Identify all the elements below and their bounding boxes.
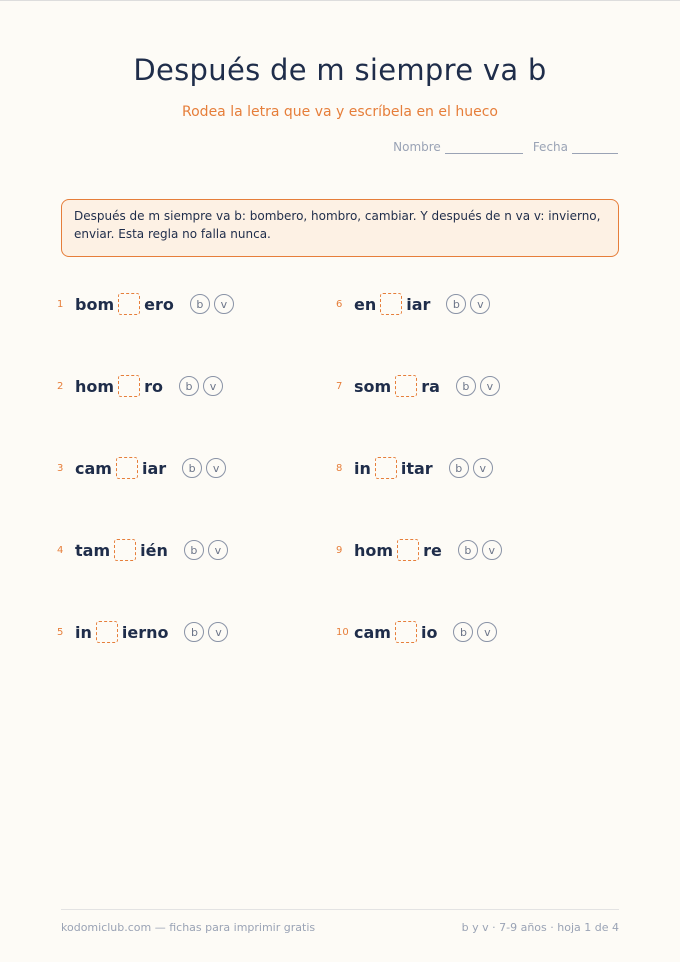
choice-b[interactable]: b [458, 540, 478, 560]
item-word [75, 539, 168, 561]
item-word [354, 621, 437, 643]
choice-b[interactable]: b [456, 376, 476, 396]
word-start: in [75, 622, 92, 642]
choice-b[interactable]: b [179, 376, 199, 396]
choice-v[interactable]: v [206, 458, 226, 478]
exercise-item [336, 373, 500, 399]
letter-choices [453, 622, 497, 642]
item-number: 7 [336, 380, 343, 392]
item-number: 8 [336, 462, 343, 474]
item-word [75, 621, 168, 643]
choice-v[interactable]: v [482, 540, 502, 560]
exercise-item [57, 373, 223, 399]
footer-site: kodomiclub.com — fichas para imprimir gratis [61, 921, 316, 934]
word-start: cam [75, 458, 112, 478]
name-label: Nombre [393, 140, 441, 154]
word-end: ro [144, 376, 163, 396]
letter-choices [182, 458, 226, 478]
item-number: 4 [57, 544, 64, 556]
letter-choices [184, 540, 228, 560]
choice-b[interactable]: b [184, 540, 204, 560]
letter-choices [456, 376, 500, 396]
choice-v[interactable]: v [214, 294, 234, 314]
choice-v[interactable]: v [473, 458, 493, 478]
choice-v[interactable]: v [208, 540, 228, 560]
item-word [354, 457, 433, 479]
exercise-item [57, 455, 226, 481]
item-number: 5 [57, 626, 64, 638]
choice-v[interactable]: v [470, 294, 490, 314]
word-end: ierno [121, 622, 169, 642]
choice-v[interactable]: v [477, 622, 497, 642]
name-line[interactable] [445, 141, 523, 154]
page-title: Después de m siempre va b [133, 53, 547, 87]
blank-box[interactable] [397, 539, 419, 561]
date-field[interactable] [533, 140, 618, 154]
letter-choices [449, 458, 493, 478]
word-start: en [354, 294, 377, 314]
word-end: ero [144, 294, 174, 314]
word-end: itar [400, 458, 433, 478]
item-word [354, 293, 430, 315]
word-start: tam [75, 540, 111, 560]
exercise-item [57, 291, 234, 317]
item-number: 1 [57, 298, 64, 310]
choice-b[interactable]: b [453, 622, 473, 642]
item-number: 6 [336, 298, 343, 310]
choice-b[interactable]: b [190, 294, 210, 314]
blank-box[interactable] [380, 293, 402, 315]
blank-box[interactable] [118, 375, 140, 397]
item-word [75, 375, 163, 397]
letter-choices [446, 294, 490, 314]
word-start: hom [354, 540, 394, 560]
exercise-item [336, 619, 497, 645]
word-start: in [354, 458, 371, 478]
letter-choices [179, 376, 223, 396]
exercise-item [336, 537, 502, 563]
blank-box[interactable] [114, 539, 136, 561]
letter-choices [184, 622, 228, 642]
student-info [393, 140, 618, 154]
letter-choices [190, 294, 234, 314]
choice-b[interactable]: b [449, 458, 469, 478]
word-start: hom [75, 376, 115, 396]
item-number: 9 [336, 544, 343, 556]
item-word [75, 457, 166, 479]
word-start: bom [75, 294, 115, 314]
page-subtitle: Rodea la letra que va y escríbela en el hueco [182, 104, 498, 120]
exercise-item [57, 619, 228, 645]
name-field[interactable] [393, 140, 523, 154]
rule-box [61, 199, 619, 257]
item-word [75, 293, 174, 315]
word-start: cam [354, 622, 391, 642]
exercise-item [336, 455, 493, 481]
blank-box[interactable] [395, 375, 417, 397]
item-word [354, 375, 440, 397]
date-label: Fecha [532, 140, 568, 154]
letter-choices [458, 540, 502, 560]
exercise-item [336, 291, 490, 317]
word-end: iar [141, 458, 167, 478]
blank-box[interactable] [375, 457, 397, 479]
word-end: io [420, 622, 438, 642]
choice-b[interactable]: b [182, 458, 202, 478]
item-number: 2 [57, 380, 64, 392]
item-number: 10 [336, 626, 349, 638]
item-word [354, 539, 442, 561]
word-end: ra [421, 376, 440, 396]
choice-v[interactable]: v [480, 376, 500, 396]
word-end: iar [406, 294, 431, 314]
date-line[interactable] [572, 141, 618, 154]
choice-b[interactable]: b [446, 294, 466, 314]
blank-box[interactable] [96, 621, 118, 643]
word-start: som [354, 376, 392, 396]
footer-page-info: b y v · 7-9 años · hoja 1 de 4 [461, 921, 619, 934]
item-number: 3 [57, 462, 64, 474]
blank-box[interactable] [116, 457, 138, 479]
choice-v[interactable]: v [203, 376, 223, 396]
choice-v[interactable]: v [208, 622, 228, 642]
word-end: ién [140, 540, 168, 560]
footer-divider [61, 909, 619, 910]
blank-box[interactable] [395, 621, 417, 643]
exercise-item [57, 537, 228, 563]
choice-b[interactable]: b [184, 622, 204, 642]
blank-box[interactable] [118, 293, 140, 315]
word-end: re [423, 540, 442, 560]
rule-text: Después de m siempre va b: bombero, hombro, cambiar. Y después de n va v: invierno, enviar. Esta regla no falla nunca. [74, 209, 601, 241]
